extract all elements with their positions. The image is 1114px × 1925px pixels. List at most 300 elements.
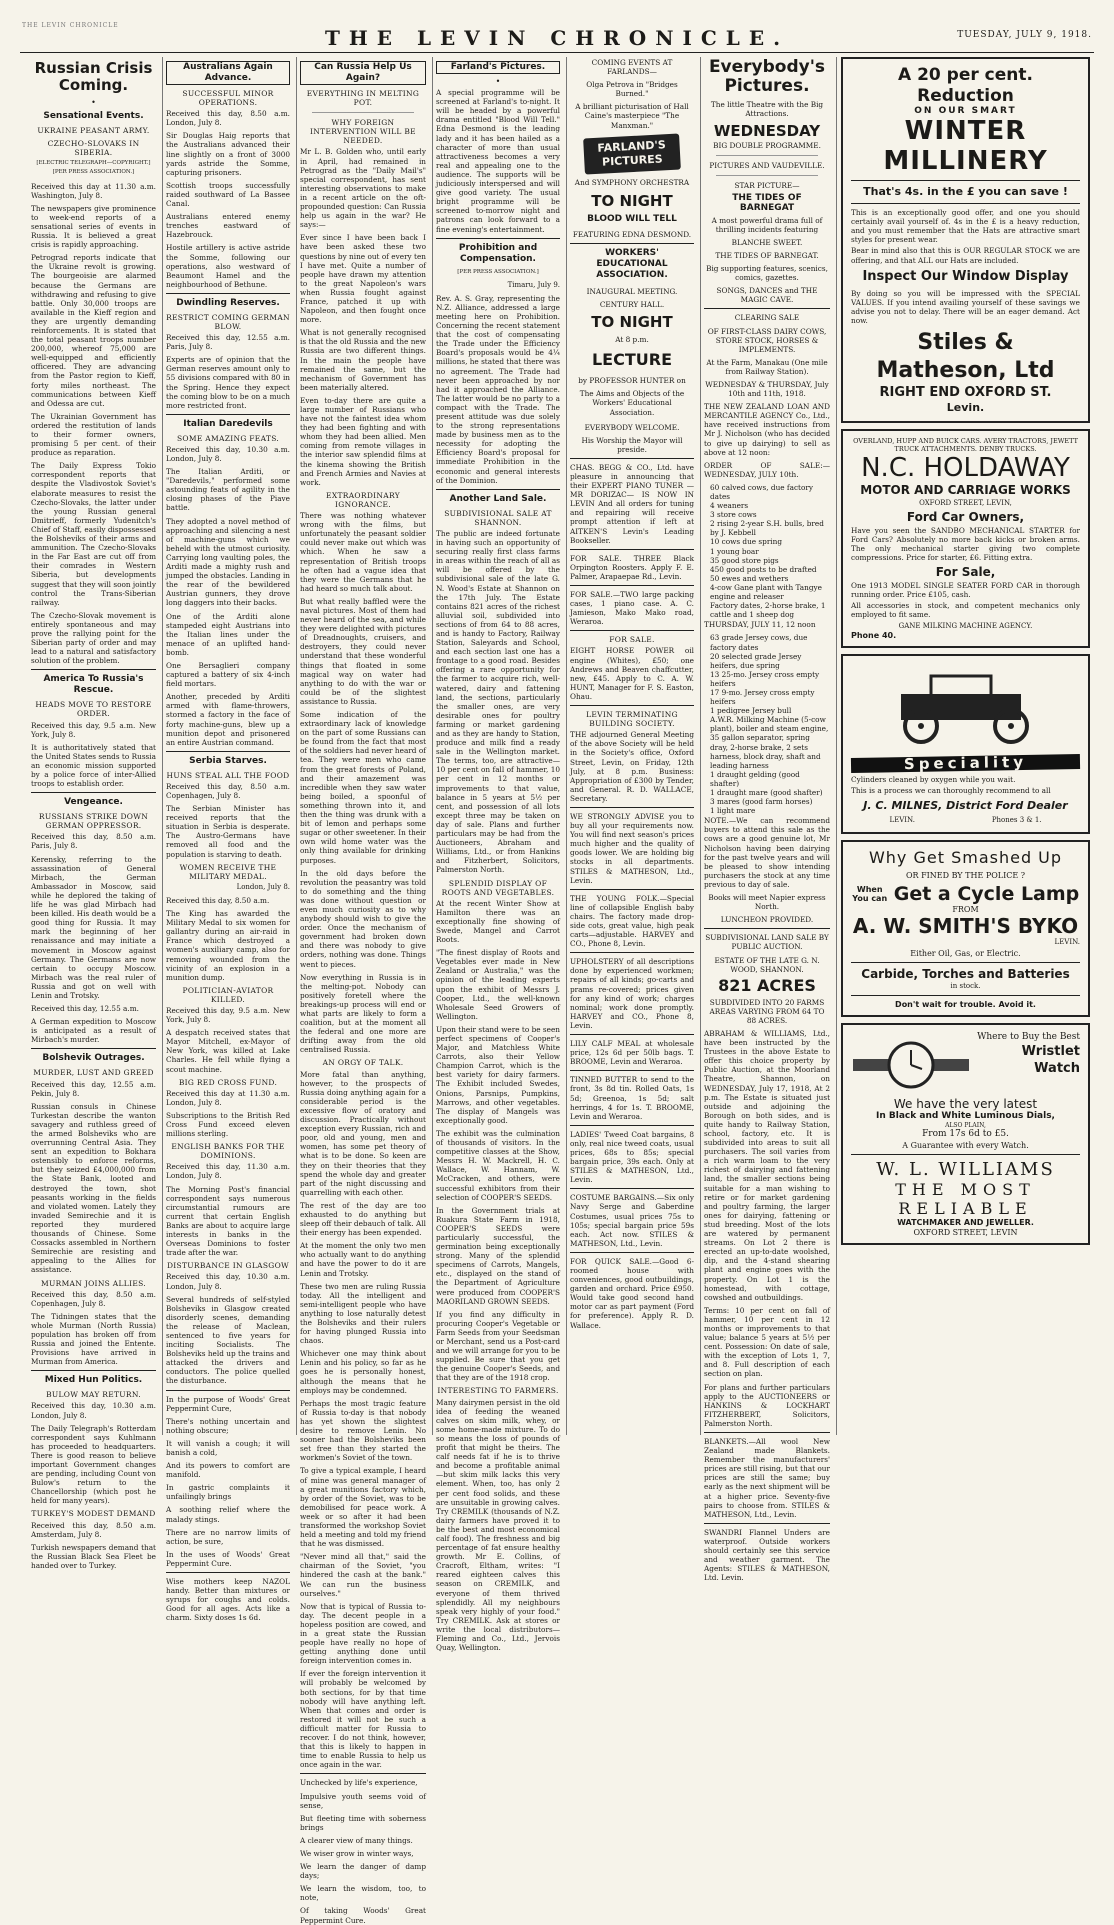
list-item: 60 calved cows, due factory dates xyxy=(710,482,813,501)
section-title: DISTURBANCE IN GLASGOW xyxy=(166,1261,290,1271)
credit-line: [ELECTRIC TELEGRAPH—COPYRIGHT.] [PER PRESS ASSOCIATION.] xyxy=(36,160,151,176)
paragraph: The Czecho-Slovak movement is entirely spontaneous and may prove the rallying point for the Siberian party of order and may lead to a natural and satisfactory solution of the problem. xyxy=(31,610,156,666)
watch-strap xyxy=(929,1059,969,1071)
stock-list-thursday xyxy=(704,633,830,815)
headline-italian: Italian Daredevils xyxy=(183,418,273,429)
dateline: Received this day, 12.55 a.m. Paris, July 8. xyxy=(166,333,290,352)
divider xyxy=(704,1432,830,1433)
divider xyxy=(570,1070,694,1071)
verse-line: We learn the wisdom, too, to note, xyxy=(300,1884,426,1903)
headline-mixed-hun: Mixed Hun Politics. xyxy=(44,1375,143,1386)
classified-upholstery: UPHOLSTERY of all descriptions done by experienced workmen; repairs of all kinds; go-carts and prams re-covered; prices given for any kind of work; charges nominal; work done promptly. HARVEY and CO., Phone 8, Levin. xyxy=(570,957,694,1030)
paragraph: Mr L. B. Golden who, until early in April, had remained in Petrograd as the "Daily Mail's" special correspondent, has sent interesting observations to make in a recent article on the oft-propounded question: Can Russia help us again in the war? He says:— xyxy=(300,147,426,230)
subhead-sensational: Sensational Events. xyxy=(43,111,144,122)
credit-line: [PER PRESS ASSOCIATION.] xyxy=(457,268,539,275)
ad-line: Inspect Our Window Display xyxy=(862,268,1069,284)
list-item: A.W.R. Milking Machine (5-cow plant), boiler and steam engine, 35 gallon separator, spring dray, 2-horse brake, 2 sets harness, block dray, shaft and leading harness xyxy=(710,715,829,770)
section-title: BIG RED CROSS FUND. xyxy=(178,1077,278,1087)
ad-phone: Phones 3 & 1. xyxy=(991,816,1042,825)
section-title: ENGLISH BANKS FOR THE DOMINIONS. xyxy=(171,1142,285,1161)
paragraph: Now everything in Russia is in the melting-pot. Nobody can positively foretell where the breakings-up process will end or what parts are likely to form a coalition, but at the moment all the federal and one more are drifting away from the old centralised Russia. xyxy=(300,972,426,1055)
ad-line: LUNCHEON PROVIDED. xyxy=(720,915,814,925)
paragraph: But what really baffled were the naval pictures. Most of them had never heard of the sea, and while they were delighted with pictures of Dreadnoughts, cruisers, and destroyers, they could never understand that these wonderful things that floated in some magical way on water had anything to do with the war or could be of the slightest assistance to Russia. xyxy=(300,596,426,706)
list-item: 50 ewes and wethers xyxy=(710,573,789,583)
paragraph: NOTE.—We can recommend buyers to attend this sale as the cows are a good genuine lot, Mr Nicholson having been dairying for the past twelve years and will be pleased to show intending purchasers the stock at any time previous to day of sale. xyxy=(704,816,830,889)
list-item: 35 good store pigs xyxy=(710,555,779,565)
paragraph: Scottish troops successfully raided southward of La Bassee Canal. xyxy=(166,180,290,209)
dateline: Received this day, 8.50 a.m. London, July 8. xyxy=(166,109,290,128)
headline-farlands: Farland's Pictures. xyxy=(436,61,560,74)
paragraph: In the Government trials at Ruakura State Farm in 1918, COOPER'S SEEDS were particularly successful, the germination being exceptionally strong. Many of the splendid specimens of Carrots, Mangels, etc., displayed on the stand of the Department of Agriculture were produced from COOPER'S MAORILAND GROWN SEEDS. xyxy=(436,1205,560,1306)
dateline: Received this day at 11.30 a.m. London, July 8. xyxy=(166,1088,290,1107)
masthead-date: TUESDAY, JULY 9, 1918. xyxy=(957,30,1092,40)
ad-line: FROM xyxy=(952,904,979,914)
ad-line: For Sale, xyxy=(935,564,996,579)
dateline: Received this day, 8.50 a.m. Copenhagen, July 8. xyxy=(31,1289,156,1308)
paragraph: If ever the foreign intervention it will probably be welcomed by both sections, for by that time nobody will have anything left. When that comes and order is restored it will not be such a difficult matter for Russia to recover. I do not think, however, that this is likely to happen in time to enable Russia to help us once again in the war. xyxy=(300,1669,426,1770)
paragraph: The King has awarded the Military Medal to six women for gallantry during an air-raid in France which destroyed a women's auxiliary camp, also for removing wounded from the vicinity of an explosion in a munition dump. xyxy=(166,909,290,982)
section-title: HEADS MOVE TO RESTORE ORDER. xyxy=(35,700,152,719)
column-4 xyxy=(432,57,563,1653)
paragraph: Whichever one may think about Lenin and his policy, so far as he goes he is personally honest, although the means that he employs may be condemned. xyxy=(300,1349,426,1395)
section-title: RUSSIANS STRIKE DOWN GERMAN OPPRESSOR. xyxy=(38,812,149,831)
divider xyxy=(166,751,290,752)
ad-line: Big supporting features, scenics, comics, gazettes. xyxy=(706,264,828,283)
paragraph: It is authoritatively stated that the United States sends to Russia an economic mission supported by a police force of inter-Allied troops to establish order. xyxy=(31,742,156,789)
list-item: 1 light mare xyxy=(710,806,756,816)
divider xyxy=(166,1572,290,1573)
classified-ladies-coats: LADIES' Tweed Coat bargains, 8 only, real nice tweed coats, usual prices, 68s to 85s; special bargain price, 39s each. Only at STILES & MATHESON, Ltd., Levin. xyxy=(570,1129,694,1185)
paragraph: More fatal than anything, however, to the prospects of Russia doing anything again for a considerable period is the excessive flow of oratory and discussion. Practically without exception every Russian, rich and poor, old and young, men and women, has some pet theory of what is to be done. So keen are they on their theories that they spend the whole day and greater part of the night discussing and quarrelling with each other. xyxy=(300,1069,426,1197)
dateline: Timaru, July 9. xyxy=(507,280,560,289)
section-title: SUBDIVISIONAL SALE AT SHANNON. xyxy=(444,508,552,527)
paragraph: THE NEW ZEALAND LOAN AND MERCANTILE AGENCY Co., Ltd., have received instructions from Mr J. Nicholson (who has decided to give up dairying) to sell as above at 12 noon: xyxy=(704,402,830,457)
divider xyxy=(300,1773,426,1774)
ad-feature: BLOOD WILL TELL xyxy=(587,213,677,224)
divider xyxy=(312,112,414,113)
dateline: London, July 8. xyxy=(236,882,290,891)
classified-swandri: SWANDRI Flannel Unders are waterproof. Outside workers should certainly see this service and weather garment. The Agents: STILES & MATHESON, Ltd. Levin. xyxy=(704,1527,830,1583)
divider xyxy=(851,180,1080,181)
ad-big: Wristlet Watch xyxy=(1021,1044,1080,1077)
paragraph: Even to-day there are quite a large number of Russians who have not the faintest idea whom they had been fighting and with whom they had been allied. Men coming from remote villages in the interior saw splendid films at the kinema showing the British and French Armies and Navies at work. xyxy=(300,395,426,487)
classified-house: FOR QUICK SALE.—Good 6-roomed house with conveniences, good outbuildings, garden and orchard. Price £950. Would take good second hand motor car as part payment (Ford for preference). Apply R. D. Wallace. xyxy=(570,1256,694,1330)
paragraph: One 1913 MODEL SINGLE SEATER FORD CAR in thorough running order. Price £105, cash. xyxy=(851,580,1080,599)
ad-line: CENTURY HALL. xyxy=(599,300,665,310)
verse-line: In the uses of Woods' Great Peppermint Cure. xyxy=(166,1549,290,1568)
land-sale-ad xyxy=(704,933,830,1025)
paragraph: Hostile artillery is active astride the Somme, following our operations, also westward of Beaumont Hamel and the neighbourhood of Bethune. xyxy=(166,243,290,289)
list-item: 1 pedigree Jersey bull xyxy=(710,706,792,716)
divider xyxy=(570,243,694,244)
paragraph: This is an exceptionally good offer, and one you should certainly avail yourself of. 4s in the £ is a heavy reduction, and you must remember that the Hats are attractive smart styles for present wear. xyxy=(851,208,1080,245)
verse-line: We wiser grow in winter ways, xyxy=(300,1848,414,1858)
verse-line: Of taking Woods' Great Peppermint Cure. xyxy=(300,1906,426,1925)
ad-top: Why Get Smashed Up xyxy=(868,847,1063,867)
paragraph: One Bersaglieri company captured a battery of six 4-inch field mortars. xyxy=(166,660,290,689)
dateline: Received this day, 10.30 a.m. London, July 8. xyxy=(31,1401,156,1420)
paragraph: The newspapers give prominence to week-end reports of a sensational series of events in Russia. It is believed a great crisis is rapidly approaching. xyxy=(31,203,156,250)
divider: • xyxy=(91,98,96,107)
divider xyxy=(166,293,290,294)
paragraph: Turkish newspapers demand that the Russian Black Sea Fleet be handed over to Turkey. xyxy=(31,1542,156,1570)
ad-line: Carbide, Torches and Batteries xyxy=(861,966,1070,981)
list-item: 20 selected grade Jersey heifers, due spring xyxy=(710,651,802,670)
ad-line: OXFORD STREET, LEVIN xyxy=(913,1227,1018,1237)
speciality-banner: Speciality xyxy=(851,754,1080,773)
ad-firm: A. W. SMITH'S BYKO xyxy=(852,913,1079,938)
paragraph: The Italian Arditi, or "Daredevils," performed some astounding feats of agility in the closing phases of the Piave battle. xyxy=(166,467,290,513)
ad-line: WEDNESDAY & THURSDAY, July 10th and 11th, 1918. xyxy=(705,379,829,399)
list-item: 63 grade Jersey cows, due factory dates xyxy=(710,633,808,652)
section-title: BULOW MAY RETURN. xyxy=(46,1390,141,1400)
ad-line: Olga Petrova in "Bridges Burned." xyxy=(586,80,678,99)
paragraph: At the moment the only two men who actually want to do anything and have the power to do it are Lenin and Trotsky. xyxy=(300,1241,426,1278)
paragraph: Experts are of opinion that the German reserves amount only to 55 divisions compared with 80 in the Spring. Hence they expect the coming blow to be on a much more restricted front. xyxy=(166,355,290,410)
ad-line: THE TIDES OF BARNEGAT. xyxy=(715,250,819,260)
divider xyxy=(704,308,830,309)
ad-line: A brilliant picturisation of Hall Caine's masterpiece "The Manxman." xyxy=(575,102,689,130)
divider xyxy=(716,175,818,176)
headline-land-sale: Another Land Sale. xyxy=(449,493,547,504)
section-title: RESTRICT COMING GERMAN BLOW. xyxy=(166,312,290,331)
ad-line: Books will meet Napier express North. xyxy=(708,893,826,912)
divider xyxy=(570,705,694,706)
divider xyxy=(704,928,830,929)
verse-line: We learn the danger of damp days; xyxy=(300,1862,426,1881)
paragraph: Cylinders cleaned by oxygen while you wait. xyxy=(851,775,1016,785)
dateline: Received this day, 11.30 a.m. London, July 8. xyxy=(166,1162,290,1181)
classified-engine: EIGHT HORSE POWER oil engine (Whites), £50; one Andrews and Beaven chaffcutter, new, £45. Apply to C. A. W. HUNT, Manager for F. S. Easton, Ohau. xyxy=(570,646,694,701)
ad-line: At the Farm, Manakau (One mile from Railway Station). xyxy=(706,357,828,376)
headline-russian-crisis: Russian Crisis Coming. xyxy=(34,59,153,94)
paragraph: All accessories in stock, and competent mechanics only employed to fit same. xyxy=(851,600,1080,619)
masthead-rule xyxy=(20,52,1094,53)
paragraph: The public are indeed fortunate in having such an opportunity of securing really first class farms in areas within the reach of all as will be offered by the subdivisional sale of the late G. N. Wood's Estate at Shannon on the 17th July. The Estate contains 821 acres of the richest alluvial soil, subdivided into sections of from 64 to 88 acres, and is handy to Factory, Railway Station, Saleyards and School, and each section last one has a frontage to a good road. Besides offering a rare opportunity for the farmer to acquire rich, well-watered, dairy and fattening land, the sections, particularly the smaller ones, are very desirable ones for poultry farming or market gardening and as they are handy to Station, produce and milk find a ready sale in the Wellington market. The terms, too, are attractive—10 per cent on fall of hammer, 10 per cent in 12 months or improvements to that value, balance in 5 years at 5½ per cent, and possession of all lots except three may be taken on day of sale. Plans and further particulars may be had from the Auctioneers, Abraham and Williams, Ltd., or from Hankins and Fitzherbert, Solicitors, Palmerston North. xyxy=(436,528,560,875)
paragraph: A German expedition to Moscow is anticipated as a result of Mirbach's murder. xyxy=(31,1017,156,1045)
ad-firm: J. C. MILNES, District Ford Dealer xyxy=(863,799,1068,813)
list-item: 10 cows due spring xyxy=(710,537,783,547)
list-item: 4 weaners xyxy=(710,501,749,511)
car-illustration xyxy=(861,666,1071,746)
column-6 xyxy=(700,57,833,1583)
paragraph: Perhaps the most tragic feature of Russia to-day is that nobody has yet shown the slightest desire to remove Lenin. No sooner had the Bolsheviks been set free than they started the workmen's Soviet of the town. xyxy=(300,1398,426,1463)
paragraph: Sir Douglas Haig reports that the Australians advanced their line slightly on a front of 3000 yards astride the Somme, capturing prisoners. xyxy=(166,131,290,177)
ad-feature: THE TIDES OF BARNEGAT xyxy=(732,193,802,213)
ad-line: Ford Car Owners, xyxy=(906,510,1025,525)
classified-costumes: COSTUME BARGAINS.—Six only Navy Serge and Gaberdine Costumes, usual prices 75s to 105s; special bargain price 59s each. Act now. STILES & MATHESON, Ltd., Levin. xyxy=(570,1193,694,1248)
verse-line: In gastric complaints it unfailingly brings xyxy=(166,1483,290,1502)
paragraph: Russian consuls in Chinese Turkestan describe the wanton savagery and ruthless greed of the armed Bolsheviks who are overrunning Central Asia. They sent an expedition to Bokhara ostensibly to enforce reforms, but they seized £4,000,000 from the State Bank, looted and destroyed the town, shot peasants working in the fields and violated women. Lately they invaded Semirechie and it is reported they murdered thousands of Chinese. Some Cossacks assembled in Northern Semirechie are resisting and appealing to the Allies for assistance. xyxy=(31,1101,156,1275)
list-item: 3 store cows xyxy=(710,510,757,520)
classified-calf-meal: LILY CALF MEAL at wholesale price, 12s 6d per 50lb bags. T. BROOME, Levin and Weraroa. xyxy=(570,1039,694,1067)
column-2 xyxy=(162,57,293,1623)
ad-line: by PROFESSOR HUNTER on xyxy=(578,376,686,386)
divider xyxy=(570,952,694,953)
ad-line: ALSO PLAIN, xyxy=(945,1122,986,1130)
verse-line: A soothing relief where the malady stings. xyxy=(166,1505,290,1524)
ad-line: GANE MILKING MACHINE AGENCY. xyxy=(898,621,1033,630)
list-item: 3 mares (good farm horses) xyxy=(710,797,813,807)
paragraph: "Never mind all that," said the chairman of the Soviet, "you hindered the cash at the bank." We can run the business ourselves." xyxy=(300,1552,426,1598)
ad-line: MOTOR AND CARRIAGE WORKS xyxy=(860,483,1071,498)
ad-line: EVERYBODY WELCOME. xyxy=(584,422,680,432)
paragraph: Kerensky, referring to the assassination of General Mirbach, the German Ambassador in Moscow, said while he deplored the taking of life he was glad Mirbach had been killed. His death would be a good thing for Russia. It may mark the beginning of her renaissance and may initiate a movement in Moscow against Germany. The Germans are now certain to occupy Moscow. Mirbach was the real ruler of Russia and got on well with Lenin and Trotsky. xyxy=(31,854,156,1000)
divider xyxy=(570,585,694,586)
williams-ad xyxy=(841,1023,1090,1245)
paragraph: Now that is typical of Russia to-day. The decent people in a hopeless position are cowed, and in a great state the Russian people have really no hope of getting anything done until foreign intervention comes in. xyxy=(300,1601,426,1666)
paragraph: Petrograd reports indicate that the Ukraine revolt is growing. The bourgeoisie are alarmed because the Germans are withdrawing and refusing to give battle. Only 30,000 troops are available in the Kieff region and they are urgently demanding reinforcements. It is stated that the total peasant troops number 200,000, whereof 75,000 are well-equipped and efficiently officered. They are advancing from the Pastor region to Kieff, forty miles northeast. The communications between Kieff and Odessa are cut. xyxy=(31,253,156,408)
ad-line: Either Oil, Gas, or Electric. xyxy=(910,948,1021,958)
paragraph: Have you seen the SANDBO MECHANICAL STARTER for Ford Cars? Absolutely no more back kicks or broken arms. The only mechanical starter giving two complete compressions. Price for starter, £6. Fitting extra. xyxy=(851,526,1080,563)
clearing-sale-ad xyxy=(704,313,830,398)
classified-harvey: THE YOUNG FOLK.—Special line of collapsible English baby chairs. The factory made drop-side cots, great value, high peak carts—adjustable. HARVEY and CO., Phone 8, Levin. xyxy=(570,893,694,949)
section-title: SUCCESSFUL MINOR OPERATIONS. xyxy=(182,89,274,108)
ad-line: At 8 p.m. xyxy=(615,335,649,345)
paragraph: ABRAHAM & WILLIAMS, Ltd., have been instructed by the Trustees in the above Estate to offer this choice property by Public Auction, at the Moorland Theatre, Shannon, on WEDNESDAY, July 17, 1918, At 2 p.m. The Estate is situated just outside and adjoining the Borough on both sides, and is quite handy to Railway Station, school, factory, etc. It is subdivided into areas to suit all purchasers. The soil varies from a rich warm loam to the very richest of dairying and fattening land, the smaller sections being suitable for a man wishing to retire or for market gardening and poultry farming, the larger ones for dairying, fattening or stud breeding. Most of the lots are watered by permanent streams. On Lot 2 there is erected an up-to-date woolshed, dip, and the 4-stand shearing plant and engine goes with the property. On Lot 1 is the homestead, with cottage, cowshed and outbuildings. xyxy=(704,1028,830,1302)
ad-line: THE MOST RELIABLE xyxy=(895,1180,1036,1219)
car-hood xyxy=(931,676,991,696)
paragraph: What is not generally recognised is that the old Russia and the new Russia are two different things. In the main the people have remained the same, but the mechanism of Government has been materially altered. xyxy=(300,328,426,392)
ad-firm: W. L. WILLIAMS xyxy=(876,1159,1055,1181)
section-title: HUNS STEAL ALL THE FOOD xyxy=(166,770,290,780)
ad-line: OF FIRST-CLASS DAIRY COWS, STORE STOCK, HORSES & IMPLEMENTS. xyxy=(707,326,827,354)
car-body xyxy=(901,694,1021,720)
paragraph: At the recent Winter Show at Hamilton there was an exceptionally fine showing of Swede, Mangel and Carrot Roots. xyxy=(436,898,560,945)
ad-line: We have the very latest xyxy=(893,1097,1038,1112)
masthead-left-mark: THE LEVIN CHRONICLE xyxy=(22,22,119,29)
paragraph: Rev. A. S. Gray, representing the N.Z. Alliance, addressed a large meeting here on Prohibition. Concerning the recent statement that the cost of compensating the Trade under the Efficiency Board's proposals would be 4¼ millions, he stated that there was no agreement. The Trade had never been approached by nor had it approached the Alliance. The latter would be no party to a compact with the Trade. The present attitude was due solely to the strong representations made by business men as to the necessity for adopting the Efficiency Board's proposal for immediate Prohibition in the economic and general interests of the Dominion. xyxy=(436,293,560,485)
column-1 xyxy=(28,57,159,1570)
divider xyxy=(851,962,1080,963)
holdaway-ad xyxy=(841,429,1090,648)
ad-tonight: TO NIGHT xyxy=(591,191,673,210)
paragraph: Another, preceded by Arditi armed with flame-throwers, stormed a factory in the face of forty machine-guns, blew up a munition depot and prisonered an entire Austrian command. xyxy=(166,692,290,747)
verse-line: And its powers to comfort are manifold. xyxy=(166,1461,290,1480)
ad-heading: COMING EVENTS AT FARLANDS— xyxy=(591,58,673,77)
ad-line: RIGHT END OXFORD ST. xyxy=(879,385,1052,401)
column-3 xyxy=(296,57,429,1925)
ad-heading: WORKERS' EDUCATIONAL ASSOCIATION. xyxy=(596,247,668,280)
dateline: Received this day, 9.5 a.m. New York, July 8. xyxy=(166,1005,290,1025)
ad-heading: LEVIN TERMINATING BUILDING SOCIETY. xyxy=(586,710,678,729)
dateline: Received this day, 8.50 a.m. Copenhagen, July 8. xyxy=(166,781,290,800)
newspaper-page xyxy=(28,57,1094,1925)
headline-prohibition: Prohibition and Compensation. xyxy=(458,242,538,264)
ad-line: INAUGURAL MEETING. xyxy=(586,286,678,296)
paragraph: The Ukrainian Government has ordered the restitution of lands to their former owners, promising 5 per cent. of their produce as reparation. xyxy=(31,411,156,458)
paragraph: Many dairymen persist in the old idea of feeding the weaned calves on skim milk, whey, or some home-made mixture. To do so means the loss of pounds of profit that might be theirs. The calf needs fat if he is to thrive and become a profitable animal—but skim milk lacks this very element. When, too, has only 2 per cent food solids, and these are unsuitable in growing calves. Try CREMILK (thousands of N.Z. dairy farmers have proved it to be the best and most economical calf food). The freshness and big percentage of fat ensure healthy growth. Mr E. Collins, of Cracroft, Eltham, writes: "I reared eighteen calves this season on CREMILK, and everyone of them thrived splendidly. All my neighbours speak very highly of your food." Try CREMILK. Ask at stores or write the local distributors—Fleming and Co., Ltd., Jervois Quay, Wellington. xyxy=(436,1397,560,1653)
section-title: INTERESTING TO FARMERS. xyxy=(437,1386,559,1396)
paragraph: Ever since I have been back I have been asked these two questions by nine out of every ten I have met. Quite a number of people have drawn my attention to the great Napoleon's wars when Russia fought against France, patched it up with Napoleon, and then fought once more. xyxy=(300,233,426,325)
section-title: SPLENDID DISPLAY OF ROOTS AND VEGETABLES. xyxy=(441,878,555,897)
verse-unchecked xyxy=(300,1778,426,1924)
paragraph: The rest of the day are too exhausted to do anything but sleep off their debauch of talk. All their energy has been expended. xyxy=(300,1200,426,1238)
paragraph: There was nothing whatever wrong with the films, but unfortunately the peasant soldier could never make out which was which. When he saw a representation of British troops he often had a vague idea that they were the Germans that he had heard so much talk about. xyxy=(300,511,426,593)
ad-lecture: LECTURE xyxy=(591,350,673,370)
paragraph: In the old days before the revolution the peasantry was told to do something and the thing was done without question or even much curiosity as to why anybody should wish to give the order. Once the mechanism of government had broken down and there was nobody to give orders, nothing was done. Things went to pieces. xyxy=(300,868,426,969)
ad-line: The little Theatre with the Big Attractions. xyxy=(710,100,824,119)
paragraph: By doing so you will be impressed with the SPECIAL VALUES. If you intend availing yourself of these savings we advise you not to delay. There will be an eager demand. Act now. xyxy=(851,288,1080,325)
watch-strap xyxy=(853,1059,893,1071)
paragraph: A special programme will be screened at Farland's to-night. It will be headed by a powerful drama entitled "Blood Will Tell." Edna Desmond is the leading lady and it has been hailed as a character of more than usual attractiveness becomes a very real and appealing one to the audience. The supports will be judiciously interspersed and will give good variety. The usual bright programme will be screened to-morrow night and patrons can look forward to a fine evening's entertainment. xyxy=(436,88,560,234)
ad-tonight: TO NIGHT xyxy=(591,313,673,332)
classified-begg: CHAS. BEGG & CO., Ltd. have pleasure in announcing that their EXPERT PIANO TUNER —MR DORIZAC— IS NOW IN LEVIN And all orders for tuning and repairing will receive prompt attention if left at AITKEN'S Levin's Leading Bookseller. xyxy=(570,462,694,545)
divider xyxy=(851,995,1080,996)
paragraph: One of the Arditi alone stampeded eight Austrians into the Italian lines under the menace of an uplifted hand-bomb. xyxy=(166,611,290,657)
ad-footer xyxy=(851,816,1080,825)
ad-day: WEDNESDAY xyxy=(713,122,821,141)
headline-vengeance: Vengeance. xyxy=(64,797,123,808)
dateline: Received this day, 12.55 a.m. xyxy=(31,1004,139,1014)
classified-blankets: BLANKETS.—All wool New Zealand made Blankets. Remember the manufacturers' prices are still rising, but that our prices are still the same; buy early as the next shipment will be at a higher price. Seventy-five pairs to choose from. STILES & MATHESON, Ltd., Levin. xyxy=(704,1437,830,1519)
wheel-hub xyxy=(1008,723,1014,729)
ad-star: FEATURING EDNA DESMOND. xyxy=(572,229,692,239)
dateline: Received this day, 8.50 a.m. xyxy=(166,895,270,905)
list-item: Factory dates, 2-horse brake, 1 cattle and 1 sheep dog xyxy=(710,601,826,620)
ad-firm: N.C. HOLDAWAY xyxy=(861,453,1070,484)
divider xyxy=(166,1390,290,1391)
headline-can-russia: Can Russia Help Us Again? xyxy=(300,61,426,85)
paragraph: The Serbian Minister has received reports that the situation in Serbia is desperate. The Austro-Germans have removed all food and the population is starving to death. xyxy=(166,804,290,859)
ad-big: WINTER MILLINERY xyxy=(883,116,1048,177)
verse-line: A clearer view of many things. xyxy=(300,1835,413,1845)
ad-line: PICTURES AND VAUDEVILLE. xyxy=(709,161,825,171)
paragraph: Several hundreds of self-styled Bolsheviks in Glasgow created disorderly scenes, demanding the release of Maclean, sentenced to five years for inciting Socialists. The Bolsheviks held up the trains and attacked the drivers and conductors. The police quelled the disturbance. xyxy=(166,1294,290,1386)
ad-line: A Guarantee with every Watch. xyxy=(902,1141,1029,1151)
ad-line: SUBDIVIDED INTO 20 FARMS AREAS VARYING FROM 64 TO 88 ACRES. xyxy=(709,997,825,1025)
paragraph: The Morning Post's financial correspondent says numerous circumstantial rumours are current that certain English Banks are about to acquire large interests in banks in the Overseas Dominions to foster trade after the war. xyxy=(166,1184,290,1258)
wheel-hub xyxy=(918,723,924,729)
list-item: 450 good posts to be drafted xyxy=(710,564,817,574)
ad-line: ON OUR SMART xyxy=(914,106,1017,116)
dateline: Received this day, 8.50 a.m. Paris, July 8. xyxy=(31,832,156,851)
section-title: WOMEN RECEIVE THE MILITARY MEDAL. xyxy=(179,862,277,881)
classified-stiles: WE STRONGLY ADVISE you to buy all your requirements now. You will find next season's prices much higher and the quality of goods lower. We are holding big stocks in all departments. STILES & MATHESON, Ltd., Levin. xyxy=(570,811,694,885)
verse-line: Unchecked by life's experience, xyxy=(300,1778,418,1788)
dateline: Received this day, 9.5 a.m. New York, July 8. xyxy=(31,720,156,739)
paragraph: If you find any difficulty in procuring Cooper's Vegetable or Farm Seeds from your Seedsman or Merchant, send us a Post-card and we will arrange for you to be supplied. Be sure that you get the genuine Cooper's Seeds, and that they are of the 1918 crop. xyxy=(436,1309,560,1383)
divider xyxy=(570,630,694,631)
ad-row xyxy=(851,883,1080,905)
classified-building-society: THE adjourned General Meeting of the above Society will be held in the Society's office, Oxford Street, Levin, on Friday, 12th July, at 8 p.m. Business: Appropriation of £300 by Tender, and General. R. D. WALLACE, Secretary. xyxy=(570,730,694,803)
paragraph: They adopted a novel method of approaching and silencing a nest of machine-guns which we beheld with the utmost curiosity. Carrying long vaulting poles, the Arditi made a mighty rush and jumped the obstacles. Landing in the rear of the bewildered Austrian gunners, they drove long daggers into their backs. xyxy=(166,516,290,608)
ad-line: OR FINED BY THE POLICE ? xyxy=(905,870,1026,880)
section-title: EXTRAORDINARY IGNORANCE. xyxy=(326,490,400,509)
headline-serbia: Serbia Starves. xyxy=(189,755,267,766)
ad-acres: 821 ACRES xyxy=(718,975,816,995)
section-title: SOME AMAZING FEATS. xyxy=(176,433,280,443)
everybodys-pictures-ad xyxy=(704,58,830,304)
paragraph: Bear in mind also that this is OUR REGULAR STOCK we are offering, and that ALL our Hats are included. xyxy=(851,246,1080,265)
stock-list-wednesday xyxy=(704,483,830,619)
ad-line: From 17s 6d to £5. xyxy=(922,1129,1009,1140)
ad-line: THURSDAY, JULY 11, 12 noon xyxy=(704,620,816,630)
divider xyxy=(851,1154,1080,1155)
divider xyxy=(570,549,694,550)
wristlet-watch-illustration xyxy=(851,1035,971,1095)
dateline: Received this day at 11.30 a.m. Washington, July 8. xyxy=(31,181,156,200)
nazol-ad: Wise mothers keep NAZOL handy. Better than mixtures or syrups for coughs and colds. Good for all ages. Acts like a charm. Sixty doses 1s 6d. xyxy=(166,1577,290,1623)
list-item: 1 young boar xyxy=(710,546,759,556)
section-title: MURDER, LUST AND GREED xyxy=(33,1068,154,1078)
ad-top: OVERLAND, HUPP AND BUICK CARS. AVERY TRACTORS, JEWETT TRUCK ATTACHMENTS. DENBY TRUCKS. xyxy=(853,437,1078,454)
paragraph: Terms: 10 per cent on fall of hammer, 10 per cent in 12 months or improvements to that value; balance 5 years at 5½ per cent. Possession: On date of sale, with the exception of Lots 1, 7, and 8. Full description of each section on plan. xyxy=(704,1305,830,1379)
divider xyxy=(716,155,818,156)
section-title: WHY FOREIGN INTERVENTION WILL BE NEEDED. xyxy=(310,118,416,146)
paragraph: The Daily Express Tokio correspondent reports that despite the Vladivostok Soviet's elaborate measures to resist the Czecho-Slovaks, the latter under the young Russian general Dmitrieff, formerly Yudenitch's Chief of Staff, easily dispossessed the Bolsheviks of their arms and ammunition. The Czecho-Slovaks in the Far East are cut off from their comrades in Western Siberia, but developments suggest that they will soon jointly control the Trans-Siberian railway. xyxy=(31,461,156,607)
section-title: POLITICIAN-AVIATOR KILLED. xyxy=(182,985,274,1004)
classified-butter: TINNED BUTTER to send to the front, 3s 8d tin. Rolled Oats, 1s 5d; Greenoa, 1s 5d; salt herrings, 4 for 1s. T. BROOME, Levin and Weraroa. xyxy=(570,1075,694,1121)
classified-roosters: FOR SALE. THREE Black Orpington Roosters. Apply F. E. Palmer, Arapaepae Rd., Levin. xyxy=(570,553,694,581)
divider xyxy=(570,458,694,459)
section-title: CZECHO-SLOVAKS IN SIBERIA. xyxy=(47,139,140,158)
paragraph: This is a process we can thoroughly recommend to all xyxy=(851,786,1051,796)
millinery-ad xyxy=(841,57,1090,423)
divider xyxy=(570,1188,694,1189)
ad-line: When You can xyxy=(852,884,888,903)
divider xyxy=(31,1048,156,1049)
ad-line: The Aims and Objects of the Workers' Educational Association. xyxy=(579,389,685,417)
ad-line: ESTATE OF THE LATE G. N. WOOD, SHANNON. xyxy=(714,955,820,974)
verse-line: Impulsive youth seems void of sense, xyxy=(300,1791,426,1810)
divider xyxy=(570,1034,694,1035)
ad-line: Where to Buy the Best xyxy=(977,1032,1080,1043)
milnes-ad xyxy=(841,654,1090,833)
ad-line: in stock. xyxy=(950,981,981,990)
divider xyxy=(31,669,156,670)
dateline: Received this day, 10.30 a.m. London, July 8. xyxy=(166,444,290,463)
divider xyxy=(570,1252,694,1253)
list-item: 13 25-mo. Jersey cross empty heifers xyxy=(710,669,820,688)
paragraph: To give a typical example, I heard of mine was general manager of a great munitions factory which, by order of the Soviet, was to be demobilised for peace work. A week or so after it had been transformed the workshop Soviet held a meeting and told my friend that he was dismissed. xyxy=(300,1466,426,1549)
farlands-ad xyxy=(570,58,694,239)
list-item: 1 draught gelding (good shafter) xyxy=(710,769,800,788)
ad-heading: SUBDIVISIONAL LAND SALE BY PUBLIC AUCTION. xyxy=(705,933,829,952)
ad-line: STAR PICTURE— xyxy=(734,181,800,191)
ad-line: Don't wait for trouble. Avoid it. xyxy=(895,1000,1036,1009)
masthead-title: THE LEVIN CHRONICLE. xyxy=(324,26,790,50)
divider xyxy=(570,1125,694,1126)
list-item: 1 draught mare (good shafter) xyxy=(710,788,823,797)
list-item: 17 9-mo. Jersey cross empty heifers xyxy=(710,687,815,707)
divider xyxy=(570,807,694,808)
section-title: MURMAN JOINS ALLIES. xyxy=(41,1278,146,1288)
ad-line: BLANCHE SWEET. xyxy=(731,237,803,247)
dateline: Received this day, 12.55 a.m. Pekin, July 8. xyxy=(31,1079,156,1098)
ad-line: His Worship the Mayor will preside. xyxy=(581,435,683,454)
headline-bolshevik: Bolshevik Outrages. xyxy=(42,1053,145,1064)
headline-australians: Australians Again Advance. xyxy=(166,61,290,85)
ad-line: Levin. xyxy=(946,401,985,415)
paragraph: "The finest display of Roots and Vegetables ever made in New Zealand or Australia," was the opinion of the leading experts upon the exhibit of Messrs J. Cooper, Ltd., the well-known Wholesale Seed Growers of Wellington. xyxy=(436,948,560,1021)
divider xyxy=(851,203,1080,204)
paragraph: Australians entered enemy trenches eastward of Hazebrouck. xyxy=(166,212,290,240)
ad-firm: Stiles & Matheson, Ltd xyxy=(876,330,1055,384)
masthead xyxy=(0,0,1114,52)
paragraph: A despatch received states that Mayor Mitchell, ex-Mayor of New York, was killed at Lake Charles. He fell while flying a scout machine. xyxy=(166,1028,290,1074)
section-title: UKRAINE PEASANT ARMY. xyxy=(37,126,150,136)
list-item: 2 rising 2-year S.H. bulls, bred by J. Kebbell xyxy=(710,519,824,538)
dateline: Received this day, 8.50 a.m. Amsterdam, July 8. xyxy=(31,1520,156,1539)
divider xyxy=(31,792,156,793)
paragraph: These two men are ruling Russia today. All the intelligent and semi-intelligent people who have anything to lose naturally detest the Bolsheviks and their rulers for having plunged Russia into chaos. xyxy=(300,1281,426,1346)
column-7 xyxy=(836,57,1094,1435)
ad-line: BIG DOUBLE PROGRAMME. xyxy=(713,141,821,151)
ad-top: A 20 per cent. Reduction xyxy=(898,65,1033,106)
divider xyxy=(570,889,694,890)
verse-peppermint xyxy=(166,1395,290,1569)
